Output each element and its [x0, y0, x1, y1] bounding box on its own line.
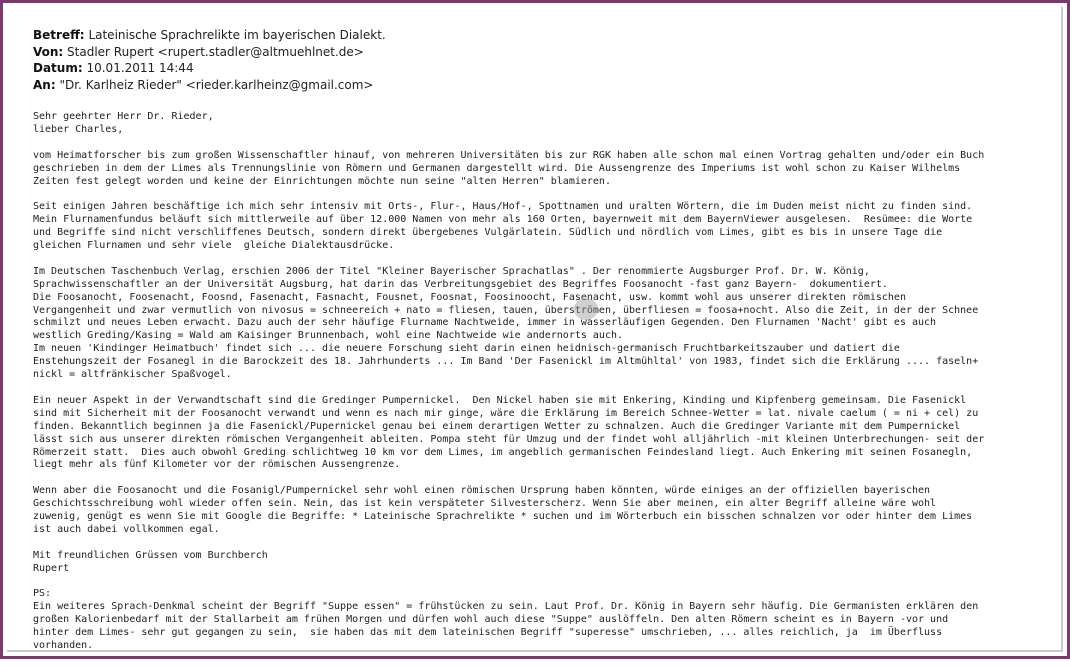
email-text-line: lieber Charles, — [33, 123, 124, 135]
email-text-line: vorhanden. — [33, 640, 94, 652]
email-text-line: PS: — [33, 588, 52, 600]
email-paragraph — [33, 588, 1053, 653]
email-text-line: Seit einigen Jahren beschäftige ich mich sehr intensiv mit Orts-, Flur-, Haus/Hof-, Spottnamen und uralten Wörtern, die im Duden meist nicht zu finden sind. — [33, 201, 973, 213]
subject-label: Betreff: — [33, 28, 85, 42]
email-text-line: Im Deutschen Taschenbuch Verlag, erschien 2006 der Titel "Kleiner Bayerischer Sprachatlas" . Der renommierte Augsburger Prof. Dr. W. König, — [33, 265, 870, 277]
email-text-line: Ein weiteres Sprach-Denkmal scheint der Begriff "Suppe essen" = frühstücken zu sein. Laut Prof. Dr. König in Bayern sehr häufig. Die Germanisten erklären den — [33, 601, 979, 613]
email-text-line: westlich Greding/Kasing = Wald am Kaisinger Brunnenbach, wohl eine Nachtweide wie andernorts auch. — [33, 330, 624, 342]
email-text-line: Die Foosanocht, Foosenacht, Foosnd, Fasenacht, Fasnacht, Fousnet, Foosnat, Foosinoocht, Fasenacht, usw. kommt wohl aus unserer direkten römischen — [33, 291, 906, 303]
email-text-line: großen Kalorienbedarf mit der Stallarbeit am frühen Morgen und dürfen wohl auch diese "Suppe" auslöffeln. Den alten Römern scheint es in Bayern -vor und — [33, 614, 949, 626]
date-row — [33, 60, 386, 77]
email-text-line: vom Heimatforscher bis zum großen Wissenschaftler hinauf, von mehreren Universitäten bis zur RGK haben alle schon mal einen Vortrag gehalten und/oder ein Buch — [33, 149, 985, 161]
email-text-line: Geschichtsschreibung wohl wieder offen sein. Nein, das ist kein verspäteter Silvesterscherz. Wenn Sie aber meinen, ein alter Begriff alleine wäre wohl — [33, 498, 937, 510]
email-text-line: liegt mehr als fünf Kilometer vor der römischen Aussengrenze. — [33, 459, 401, 471]
subject-row — [33, 27, 386, 44]
date-label: Datum: — [33, 61, 83, 75]
subject-value: Lateinische Sprachrelikte im bayerischen Dialekt. — [88, 28, 386, 42]
email-paragraph — [33, 150, 1053, 189]
email-text-line: Mein Flurnamenfundus beläuft sich mittlerweile auf über 12.000 Namen von mehr als 160 Orten, bayernweit mit dem BayernViewer ausgelesen. Resümee: die Worte — [33, 214, 973, 226]
email-text-line: ist auch dabei vollkommen egal. — [33, 523, 220, 535]
email-text-line: Sprachwissenschaftler an der Universität Augsburg, hat darin das Verbreitungsgebiet des Begriffes Foosanocht -fast ganz Bayern- dokumentiert. — [33, 278, 888, 290]
email-paragraph — [33, 485, 1053, 537]
to-label: An: — [33, 77, 56, 92]
email-paragraph — [33, 201, 1053, 253]
email-text-line: geschrieben in dem der Limes als Trennungslinie von Römern und Germanen dargestellt wird. Die Aussengrenze des Imperiums ist wohl schon zu Kaiser Wilhelms — [33, 162, 961, 174]
to-value: "Dr. Karlheiz Rieder" <rieder.karlheinz@gmail.com> — [59, 77, 374, 92]
email-text-line: sind mit Sicherheit mit der Foosanocht verwandt und wenn es nach mir ginge, wäre die Erklärung im Bereich Schnee-Wetter = lat. nivale caelum ( = ni + cel) zu — [33, 407, 979, 419]
email-text-line: Wenn aber die Foosanocht und die Fosanigl/Pumpernickel sehr wohl einen römischen Ursprung haben könnten, würde einiges an der offiziellen bayerischen — [33, 485, 931, 497]
email-text-line: nickl = altfränkischer Spaßvogel. — [33, 369, 232, 381]
email-text-line: Vergangenheit und zwar vermutlich von nivosus = schneereich + nato = fliesen, tauen, überströmen, überfliesen = foosa+nocht. Also die Zeit, in der der Schnee — [33, 304, 979, 316]
email-text-line: Enstehungszeit der Fosanegl in die Barockzeit des 18. Jahrhunderts ... Im Band 'Der Fasenickl im Altmühltal' von 1983, findet sich die Erklärung .... faseln+ — [33, 356, 979, 368]
email-text-line: Rupert — [33, 562, 70, 574]
email-text-line: lässt sich aus unserer direkten römischen Vergangenheit ableiten. Pompa steht für Umzug und der findet wohl alljährlich -mit kleinen Unterbrechungen- seit der — [33, 433, 985, 445]
from-row — [33, 44, 386, 61]
email-paragraph — [33, 266, 1053, 382]
email-text-line: und Begriffe sind nicht verschliffenes Deutsch, sondern direkt übergebenes Vulgärlatein. Südlich und nördlich vom Limes, gibt es bis in unsere Tage die — [33, 227, 943, 239]
email-paragraph — [33, 395, 1053, 472]
email-text-line: gleichen Flurnamen und sehr viele gleiche Dialektausdrücke. — [33, 240, 395, 252]
email-paragraph — [33, 111, 1053, 137]
to-row — [33, 77, 386, 94]
email-text-line: hinter dem Limes- sehr gut gegangen zu sein, sie haben das mit dem lateinischen Begriff "superesse" umschrieben, ... alles reichlich, ja im Überfluss — [33, 627, 943, 639]
email-paragraph — [33, 550, 1053, 576]
email-body — [33, 111, 1053, 666]
date-value: 10.01.2011 14:44 — [86, 61, 194, 75]
email-header — [33, 27, 386, 93]
from-label: Von: — [33, 44, 64, 59]
email-text-line: finden. Bekanntlich beginnen ja die Fasenickl/Pupernickel genau bei einem derartigen Wetter zu schnalzen. Auch die Gredinger Variante mit dem Pumpernickel — [33, 420, 961, 432]
from-value: Stadler Rupert <rupert.stadler@altmuehlnet.de> — [67, 44, 364, 59]
email-text-line: Sehr geehrter Herr Dr. Rieder, — [33, 111, 214, 122]
email-text-line: schmilzt und neues Leben erwacht. Dazu auch der sehr häufige Flurname Nachtweide, immer in wasserläufigen Gegenden. Den Flurnamen 'Nacht' gibt es auch — [33, 317, 937, 329]
email-text-line: Im neuen 'Kindinger Heimatbuch' findet sich ... die neuere Forschung sieht darin einen heidnisch-germanisch Fruchtbarkeitszauber und datiert die — [33, 343, 900, 355]
email-text-line: zuwenig, genügt es wenn Sie mit Google die Begriffe: * Lateinische Sprachrelikte * suchen und im Wörterbuch ein bisschen schnalzen vor oder hinter dem Limes — [33, 511, 973, 523]
email-text-line: Zeiten fest gelegt worden und keine der Einrichtungen möchte nun seine "alten Herren" blamieren. — [33, 175, 611, 187]
email-text-line: Mit freundlichen Grüssen vom Burchberch — [33, 549, 268, 561]
email-text-line: Ein neuer Aspekt in der Verwandtschaft sind die Gredinger Pumpernickel. Den Nickel haben sie mit Enkering, Kinding und Kipfenberg gemeinsam. Die Fasenickl — [33, 394, 967, 406]
mouse-cursor-highlight — [574, 298, 598, 320]
email-text-line: Römerzeit statt. Dies auch obwohl Greding schlichtweg 10 km vor dem Limes, im angeblich germanischen Feindesland liegt. Auch Enkering mit seinen Fosanegln, — [33, 446, 973, 458]
